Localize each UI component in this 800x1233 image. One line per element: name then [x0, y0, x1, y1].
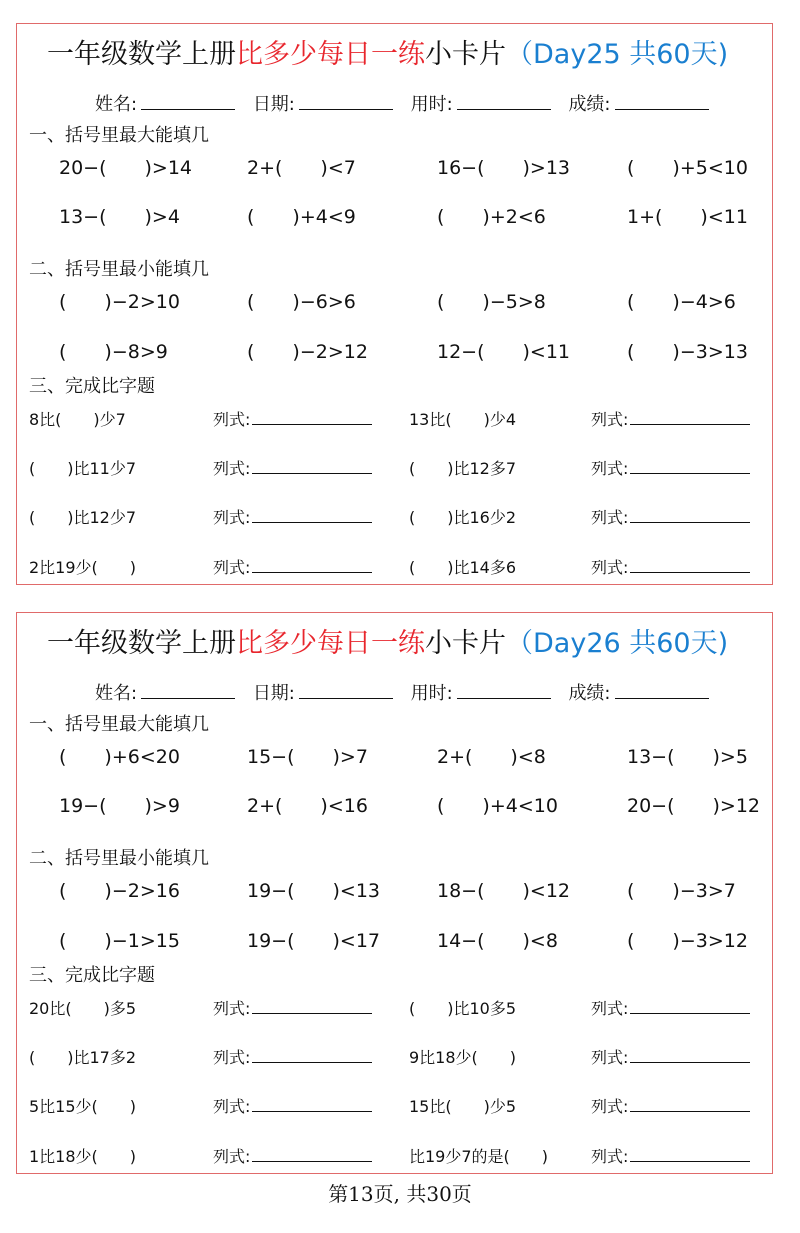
date-field[interactable] — [299, 95, 393, 110]
section2-heading: 二、括号里最小能填几 — [29, 848, 209, 869]
title-day: （Day25 共60天) — [506, 39, 729, 70]
word-problem: ( )比16少2 — [409, 508, 517, 527]
section1-heading: 一、括号里最大能填几 — [29, 714, 209, 735]
name-field[interactable] — [141, 684, 235, 699]
word-problem: ( )比17多2 — [29, 1048, 137, 1067]
question: 13−( )>4 — [59, 206, 180, 228]
question: ( )+2<6 — [437, 206, 546, 228]
info-row — [95, 90, 721, 116]
word-problem: ( )比12多7 — [409, 459, 517, 478]
info-row — [95, 679, 721, 705]
name-label: 姓名: — [95, 683, 138, 704]
question: 2+( )<7 — [247, 157, 356, 179]
formula-blank[interactable]: 列式: — [591, 555, 750, 578]
question: 19−( )<17 — [247, 930, 381, 952]
question: 2+( )<16 — [247, 795, 368, 817]
word-problem: 15比( )少5 — [409, 1097, 517, 1116]
section2-heading: 二、括号里最小能填几 — [29, 259, 209, 280]
section1-heading: 一、括号里最大能填几 — [29, 125, 209, 146]
time-field[interactable] — [457, 684, 551, 699]
card-title — [47, 621, 728, 660]
name-field[interactable] — [141, 95, 235, 110]
word-problem: 5比15少( ) — [29, 1097, 137, 1116]
question: ( )+4<9 — [247, 206, 356, 228]
formula-blank[interactable]: 列式: — [213, 1144, 372, 1167]
question: ( )−3>12 — [627, 930, 748, 952]
question: ( )+6<20 — [59, 746, 180, 768]
question: ( )−8>9 — [59, 341, 168, 363]
word-problem: ( )比10多5 — [409, 999, 517, 1018]
formula-blank[interactable]: 列式: — [213, 456, 372, 479]
page-footer: 第13页, 共30页 — [328, 1182, 472, 1206]
word-problem: 20比( )多5 — [29, 999, 137, 1018]
formula-blank[interactable]: 列式: — [213, 505, 372, 528]
question: 2+( )<8 — [437, 746, 546, 768]
formula-blank[interactable]: 列式: — [213, 996, 372, 1019]
word-problem: 8比( )少7 — [29, 410, 126, 429]
title-card: 小卡片 — [425, 628, 506, 659]
question: ( )−1>15 — [59, 930, 180, 952]
question: ( )−2>10 — [59, 291, 180, 313]
date-field[interactable] — [299, 684, 393, 699]
word-problem: 13比( )少4 — [409, 410, 517, 429]
question: ( )−2>12 — [247, 341, 368, 363]
formula-blank[interactable]: 列式: — [213, 1045, 372, 1068]
question: ( )−3>7 — [627, 880, 736, 902]
title-card: 小卡片 — [425, 39, 506, 70]
formula-blank[interactable]: 列式: — [591, 456, 750, 479]
question: 15−( )>7 — [247, 746, 368, 768]
question: ( )+4<10 — [437, 795, 558, 817]
practice-card-day26 — [16, 612, 773, 1174]
title-day: （Day26 共60天) — [506, 628, 729, 659]
score-label: 成绩: — [568, 683, 611, 704]
formula-blank[interactable]: 列式: — [591, 1045, 750, 1068]
score-field[interactable] — [615, 95, 709, 110]
formula-blank[interactable]: 列式: — [591, 1144, 750, 1167]
section3-heading: 三、完成比字题 — [29, 376, 155, 397]
word-problem: ( )比14多6 — [409, 558, 517, 577]
name-label: 姓名: — [95, 94, 138, 115]
formula-blank[interactable]: 列式: — [213, 407, 372, 430]
time-label: 用时: — [410, 683, 453, 704]
word-problem: ( )比12少7 — [29, 508, 137, 527]
question: 20−( )>14 — [59, 157, 193, 179]
question: 20−( )>12 — [627, 795, 761, 817]
word-problem: ( )比11少7 — [29, 459, 137, 478]
question: 1+( )<11 — [627, 206, 748, 228]
question: ( )−2>16 — [59, 880, 180, 902]
word-problem: 1比18少( ) — [29, 1147, 137, 1166]
word-problem: 比19少7的是( ) — [409, 1147, 549, 1166]
score-label: 成绩: — [568, 94, 611, 115]
question: 14−( )<8 — [437, 930, 558, 952]
question: 16−( )>13 — [437, 157, 571, 179]
word-problem: 2比19少( ) — [29, 558, 137, 577]
formula-blank[interactable]: 列式: — [591, 996, 750, 1019]
date-label: 日期: — [252, 94, 295, 115]
formula-blank[interactable]: 列式: — [591, 407, 750, 430]
word-problem: 9比18少( ) — [409, 1048, 517, 1067]
title-grade: 一年级数学上册 — [47, 39, 236, 70]
title-topic: 比多少每日一练 — [236, 628, 425, 659]
formula-blank[interactable]: 列式: — [213, 555, 372, 578]
question: ( )−4>6 — [627, 291, 736, 313]
date-label: 日期: — [252, 683, 295, 704]
formula-blank[interactable]: 列式: — [591, 1094, 750, 1117]
question: 18−( )<12 — [437, 880, 571, 902]
question: ( )+5<10 — [627, 157, 748, 179]
question: ( )−3>13 — [627, 341, 748, 363]
formula-blank[interactable]: 列式: — [591, 505, 750, 528]
formula-blank[interactable]: 列式: — [213, 1094, 372, 1117]
question: ( )−6>6 — [247, 291, 356, 313]
time-field[interactable] — [457, 95, 551, 110]
question: ( )−5>8 — [437, 291, 546, 313]
title-topic: 比多少每日一练 — [236, 39, 425, 70]
question: 12−( )<11 — [437, 341, 571, 363]
practice-card-day25 — [16, 23, 773, 585]
title-grade: 一年级数学上册 — [47, 628, 236, 659]
score-field[interactable] — [615, 684, 709, 699]
section3-heading: 三、完成比字题 — [29, 965, 155, 986]
card-title — [47, 32, 728, 71]
question: 13−( )>5 — [627, 746, 748, 768]
question: 19−( )>9 — [59, 795, 180, 817]
question: 19−( )<13 — [247, 880, 381, 902]
time-label: 用时: — [410, 94, 453, 115]
